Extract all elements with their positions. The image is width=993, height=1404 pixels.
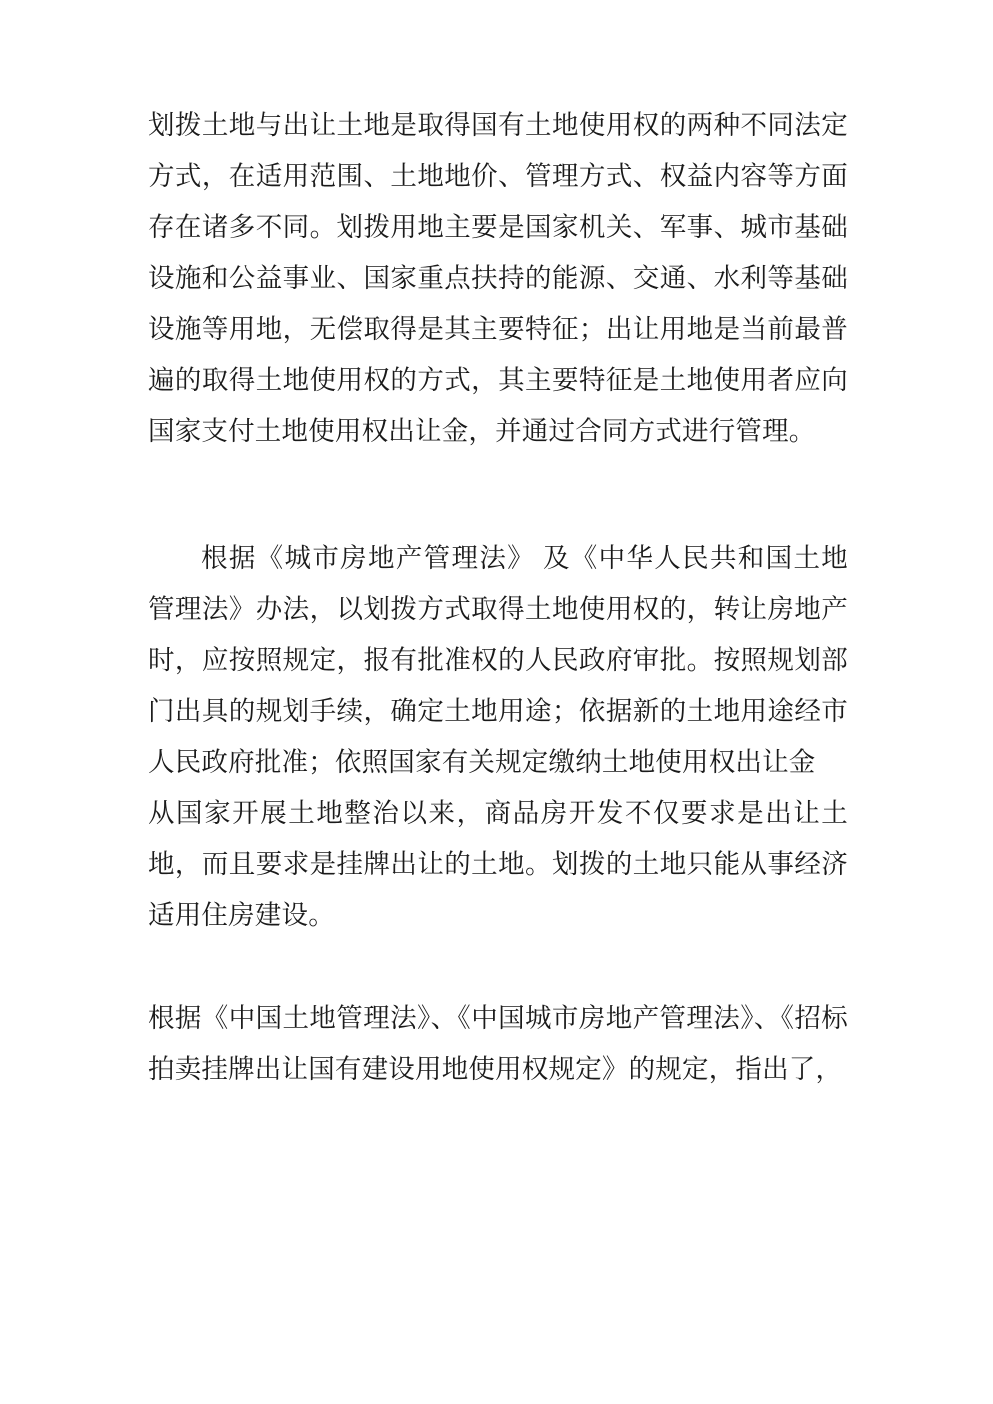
paragraph-1: 划拨土地与出让土地是取得国有土地使用权的两种不同法定方式，在适用范围、土地地价、管理方式、权益内容等方面存在诸多不同。划拨用地主要是国家机关、军事、城市基础设施和公益事业、国家重点扶持的能源、交通、水利等基础设施等用地，无偿取得是其主要特征；出让用地是当前最普遍的取得土地使用权的方式，其主要特征是土地使用者应向国家支付土地使用权出让金，并通过合同方式进行管理。	[148, 110, 848, 446]
paragraph-spacer	[148, 457, 848, 533]
document-body	[148, 100, 848, 1095]
paragraph-spacer	[148, 941, 848, 993]
paragraph-3: 从国家开展土地整治以来，商品房开发不仅要求是出让土地，而且要求是挂牌出让的土地。划拨的土地只能从事经济适用住房建设。	[148, 798, 848, 930]
paragraph-4: 根据《中国土地管理法》、《中国城市房地产管理法》、《招标拍卖挂牌出让国有建设用地使用权规定》的规定，指出了，	[148, 1003, 848, 1084]
paragraph-2: 根据《城市房地产管理法》 及《中华人民共和国土地管理法》办法，以划拨方式取得土地使用权的，转让房地产时，应按照规定，报有批准权的人民政府审批。按照规划部门出具的规划手续，确定土地用途；依据新的土地用途经市人民政府批准；依照国家有关规定缴纳土地使用权出让金	[148, 543, 848, 777]
